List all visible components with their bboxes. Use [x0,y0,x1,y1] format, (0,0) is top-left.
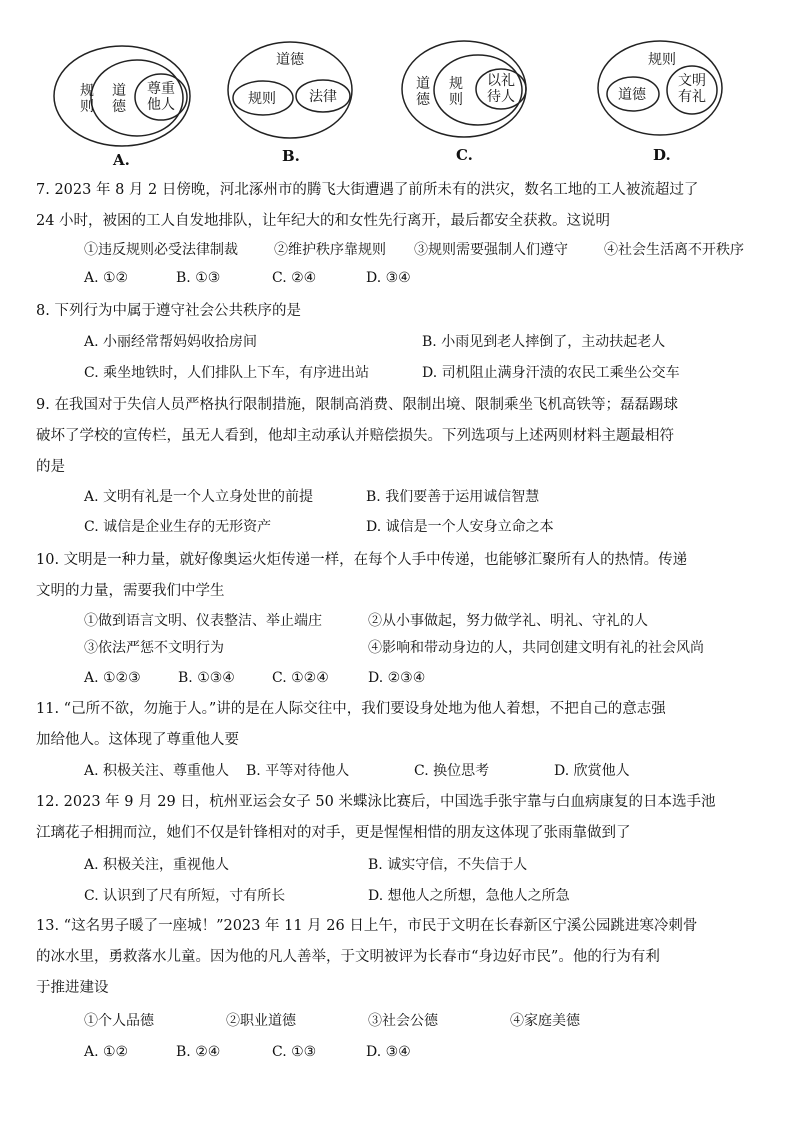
option-c[interactable]: C. 乘坐地铁时，人们排队上下车，有序进出站 [84,365,370,381]
option-d[interactable]: D. ②③④ [368,670,426,686]
statement: ④社会生活离不开秩序 [604,242,744,258]
question-12-stem-line-2: 江璃花子相拥而泣，她们不仅是针锋相对的对手，更是惺惺相惜的朋友这体现了张雨靠做到了 [36,825,631,841]
option-b[interactable]: B. 我们要善于运用诚信智慧 [366,489,540,505]
option-a[interactable]: A. 积极关注、尊重他人 [84,763,230,779]
question-11-stem [36,694,760,756]
question-7-options [84,268,764,288]
statement: ④影响和带动身边的人，共同创建文明有礼的社会风尚 [368,640,704,656]
option-c[interactable]: C. 诚信是企业生存的无形资产 [84,519,272,535]
option-c[interactable]: C. 换位思考 [414,763,490,779]
question-12-stem [36,787,760,849]
option-a[interactable]: A. ①② [84,1044,129,1060]
diagram-options [0,0,794,170]
option-b[interactable]: B. ②④ [176,1044,221,1060]
option-d[interactable]: D. 想他人之所想，急他人之所急 [368,888,570,904]
diagram-a-inner-label-2: 他人 [147,97,175,113]
option-c[interactable]: C. 认识到了尺有所短，寸有所长 [84,888,286,904]
question-8-stem [36,296,760,327]
statement: ②维护秩序靠规则 [274,242,386,258]
question-9-stem-line-2: 破坏了学校的宣传栏，虽无人看到，他却主动承认并赔偿损失。下列选项与上述两则材料主题最相符 [36,428,674,444]
question-13-statements [84,1011,764,1031]
option-d[interactable]: D. ③④ [366,1044,411,1060]
diagram-a-inner-label-1: 尊重 [147,81,175,97]
question-9-options-row-1 [84,487,764,507]
question-9-stem [36,390,760,483]
diagram-a-outer-label-2: 则 [80,99,94,115]
option-b[interactable]: B. ①③④ [178,670,235,686]
option-a[interactable]: A. ①② [84,270,129,286]
question-9-stem-line-1: 9. 在我国对于失信人员严格执行限制措施，限制高消费、限制出境、限制乘坐飞机高铁等；磊磊踢球 [36,397,678,413]
question-8-options-row-1 [84,332,764,352]
diagram-c-inner-label-2: 待人 [487,89,515,105]
question-10-statements-row-1 [84,611,764,631]
question-13-stem-line-1: 13. “这名男子暖了一座城！”2023 年 11 月 26 日上午，市民于文明在长春新区宁溪公园跳进寒冷刺骨 [36,918,698,934]
diagram-d-right-label-1: 文明 [678,73,706,89]
statement: ①做到语言文明、仪表整洁、举止端庄 [84,613,322,629]
option-d[interactable]: D. ③④ [366,270,411,286]
option-b[interactable]: B. ①③ [176,270,221,286]
statement: ③依法严惩不文明行为 [84,640,224,656]
question-10-stem-line-2: 文明的力量，需要我们中学生 [36,583,225,599]
option-a[interactable]: A. 积极关注，重视他人 [84,857,230,873]
question-8-options-row-2 [84,363,764,383]
question-12-options-row-1 [84,855,764,875]
question-13-stem-line-2: 的冰水里，勇救落水儿童。因为他的凡人善举，于文明被评为长春市“身边好市民”。他的行为有利 [36,949,660,965]
option-b[interactable]: B. 平等对待他人 [246,763,350,779]
option-a[interactable]: A. ①②③ [84,670,141,686]
diagram-d-right-label-2: 有礼 [678,89,706,105]
diagram-b-left-label: 规则 [248,91,276,107]
question-10-stem [36,545,760,607]
venn-diagrams [0,0,794,170]
statement: ①个人品德 [84,1013,154,1029]
question-9-stem-line-3: 的是 [36,459,65,475]
diagram-d-letter: D. [653,146,671,164]
question-13-stem-line-3: 于推进建设 [36,980,109,996]
option-c[interactable]: C. ①②④ [272,670,329,686]
question-12-options-row-2 [84,886,764,906]
statement: ①违反规则必受法律制裁 [84,242,238,258]
option-b[interactable]: B. 诚实守信，不失信于人 [368,857,528,873]
question-7-stem-line-1: 7. 2023 年 8 月 2 日傍晚，河北涿州市的腾飞大街遭遇了前所未有的洪灾，数名工地的工人被流超过了 [36,182,699,198]
diagram-c-middle-label-1: 规 [449,76,463,92]
question-7-statements [84,240,764,260]
diagram-c-outer-label-2: 德 [416,92,430,108]
option-c[interactable]: C. ①③ [272,1044,317,1060]
diagram-c-outer-label-1: 道 [416,76,430,92]
diagram-c-inner-label-1: 以礼 [487,73,515,89]
question-12-stem-line-1: 12. 2023 年 9 月 29 日，杭州亚运会女子 50 米蝶泳比赛后，中国选手张宇靠与白血病康复的日本选手池 [36,794,716,810]
option-a[interactable]: A. 文明有礼是一个人立身处世的前提 [84,489,314,505]
diagram-b-outer-label: 道德 [276,52,304,68]
question-13-options [84,1042,764,1062]
diagram-a-outer-label-1: 规 [80,83,94,99]
option-b[interactable]: B. 小雨见到老人摔倒了，主动扶起老人 [422,334,666,350]
question-8-stem-line-1: 8. 下列行为中属于遵守社会公共秩序的是 [36,303,301,319]
diagram-d-outer-label: 规则 [648,52,676,68]
diagram-c-middle-label-2: 则 [449,92,463,108]
question-10-stem-line-1: 10. 文明是一种力量，就好像奥运火炬传递一样，在每个人手中传递，也能够汇聚所有人的热情。传递 [36,552,688,568]
diagram-b-right-label: 法律 [309,89,337,105]
option-d[interactable]: D. 诚信是一个人安身立命之本 [366,519,554,535]
diagram-a-middle-label-1: 道 [112,83,126,99]
question-11-stem-line-1: 11. “己所不欲，勿施于人。”讲的是在人际交往中，我们要设身处地为他人着想，不把自己的意志强 [36,701,666,717]
diagram-c-letter: C. [456,146,473,164]
statement: ③社会公德 [368,1013,438,1029]
question-9-options-row-2 [84,517,764,537]
option-d[interactable]: D. 欣赏他人 [554,763,630,779]
question-11-stem-line-2: 加给他人。这体现了尊重他人要 [36,732,239,748]
statement: ②从小事做起，努力做学礼、明礼、守礼的人 [368,613,648,629]
statement: ④家庭美德 [510,1013,580,1029]
statement: ②职业道德 [226,1013,296,1029]
question-7-stem-line-2: 24 小时，被困的工人自发地排队，让年纪大的和女性先行离开，最后都安全获救。这说明 [36,213,611,229]
question-11-options [84,761,764,781]
option-a[interactable]: A. 小丽经常帮妈妈收拾房间 [84,334,258,350]
diagram-a-middle-label-2: 德 [112,99,126,115]
diagram-d-left-label: 道德 [618,87,646,103]
statement: ③规则需要强制人们遵守 [414,242,568,258]
option-c[interactable]: C. ②④ [272,270,317,286]
question-13-stem [36,911,760,1004]
diagram-a-letter: A. [113,151,130,169]
option-d[interactable]: D. 司机阻止满身汗渍的农民工乘坐公交车 [422,365,680,381]
diagram-b-letter: B. [282,147,300,165]
question-7-stem [36,175,760,237]
question-10-options [84,668,764,688]
question-10-statements-row-2 [84,638,764,658]
